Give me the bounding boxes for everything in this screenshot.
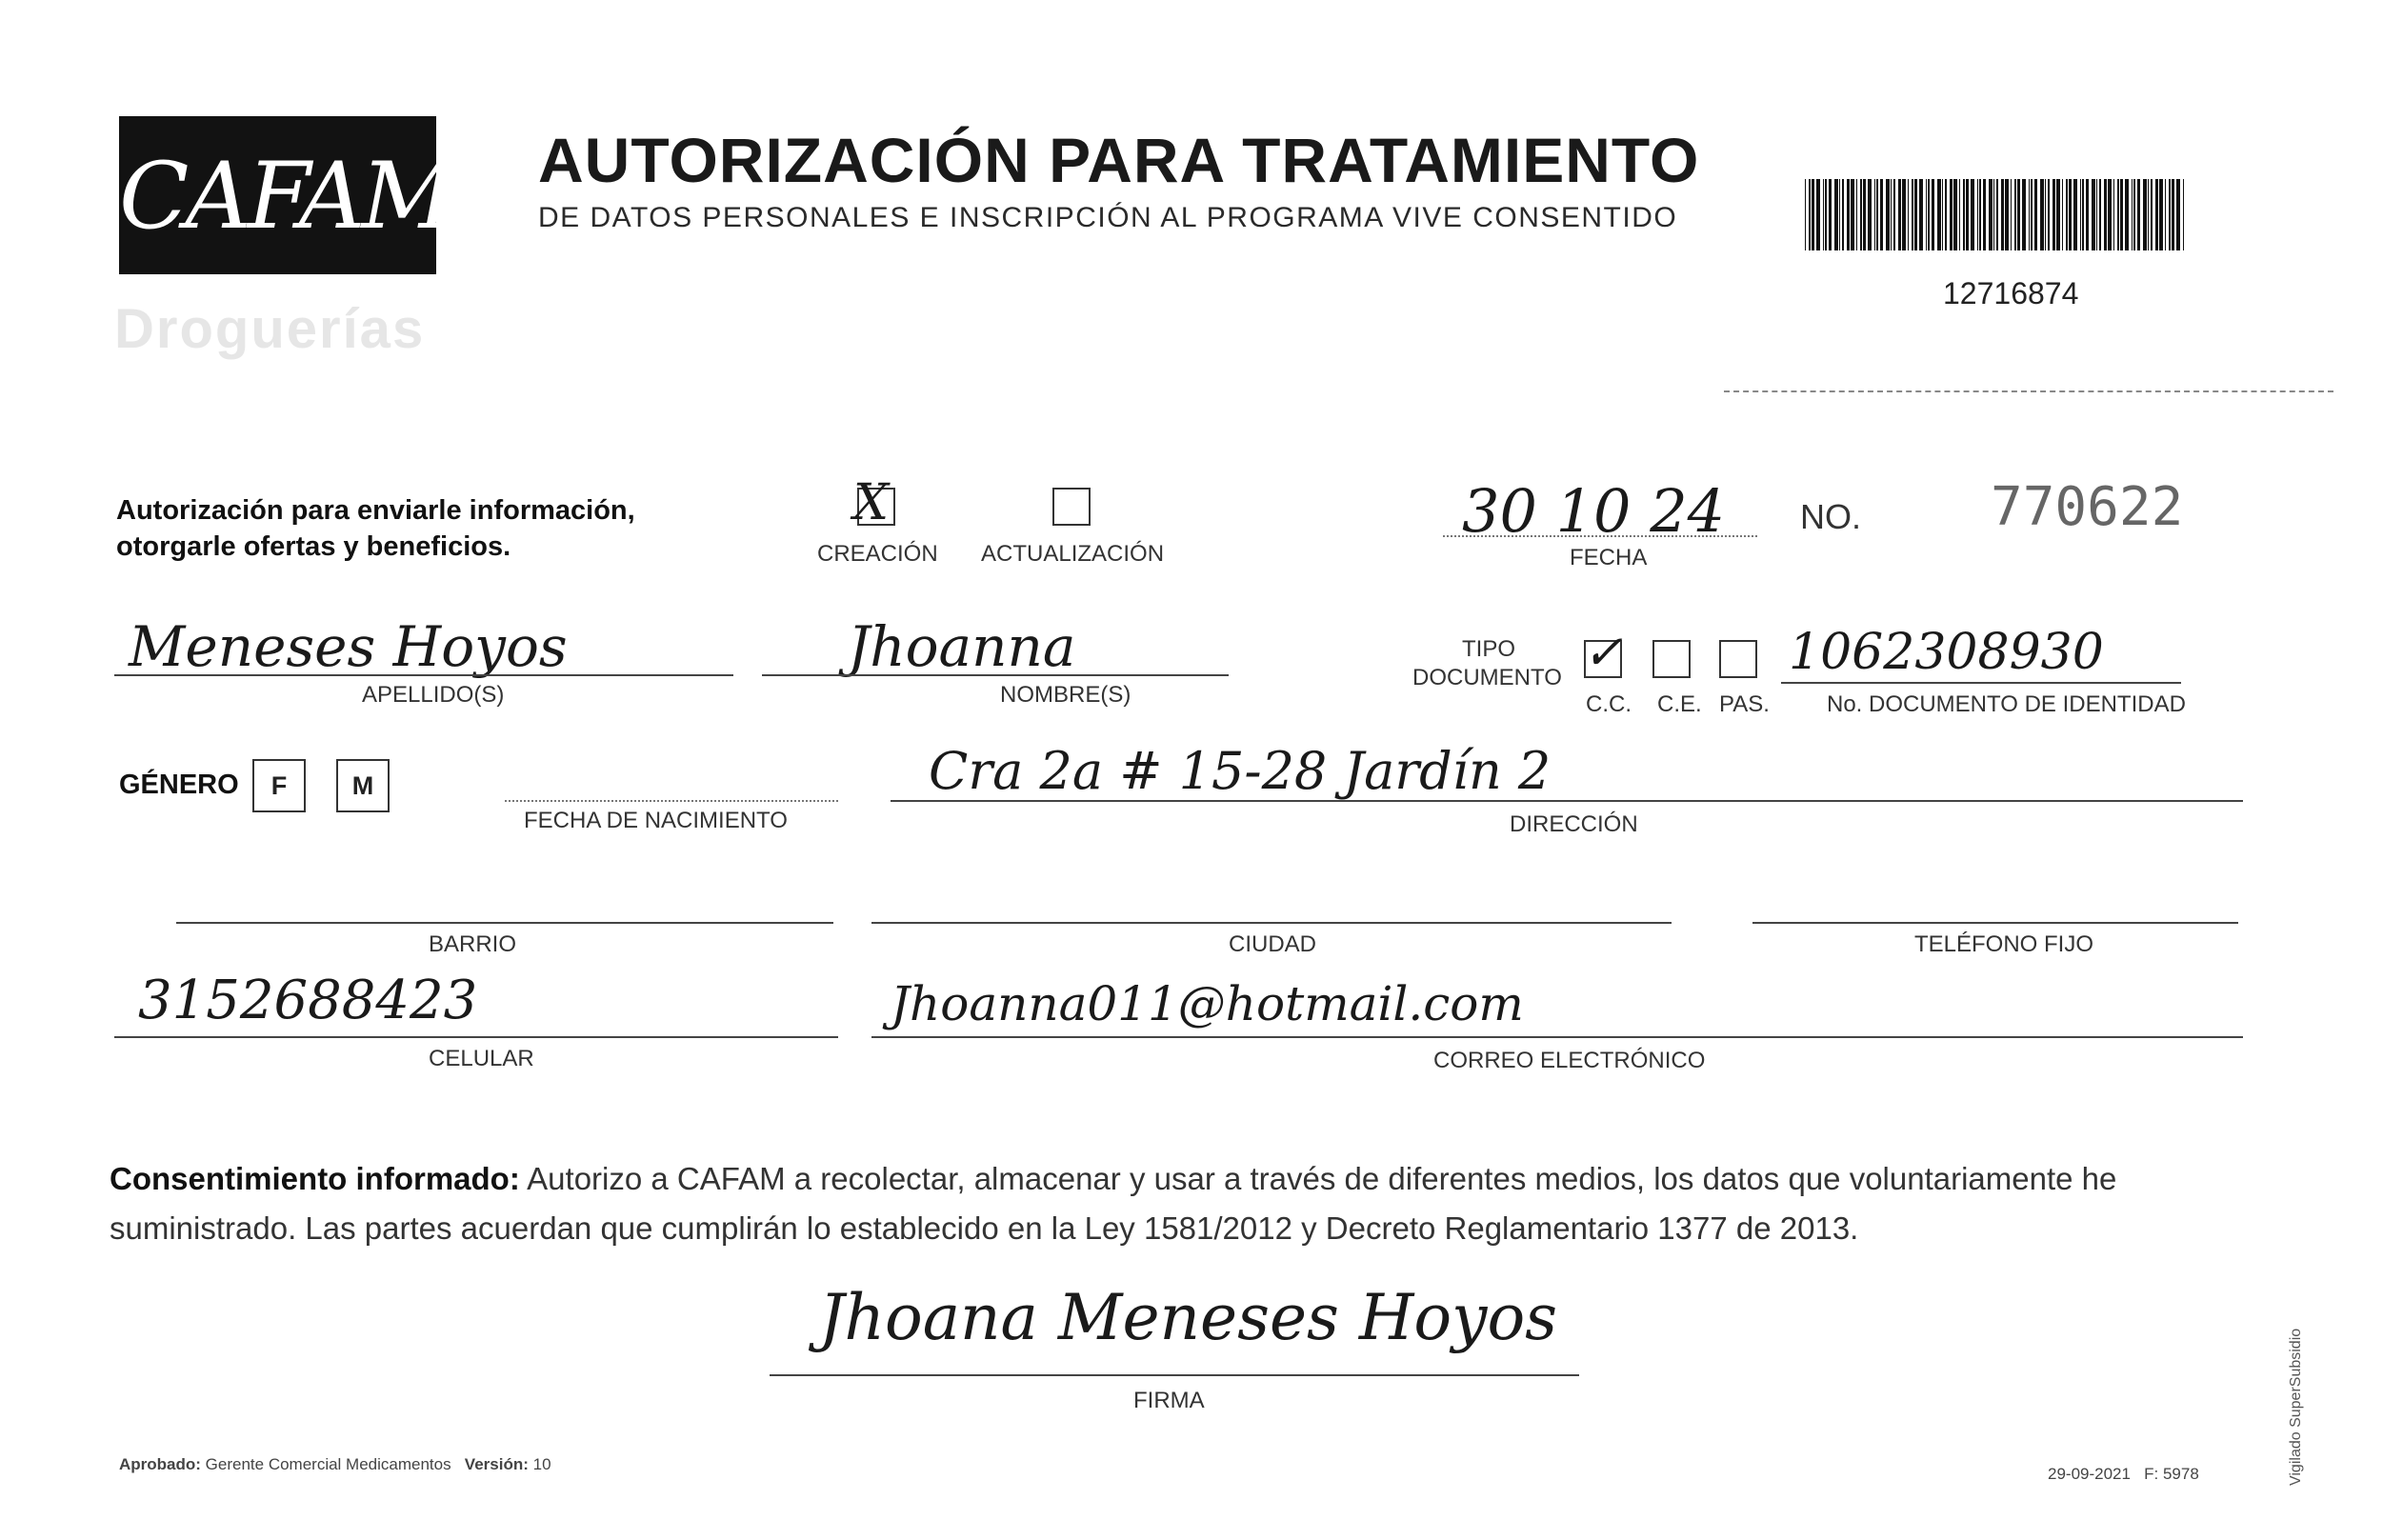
fecha-line <box>1443 535 1757 537</box>
fecha-nac-line <box>505 800 838 802</box>
barcode-bar <box>1928 179 1930 250</box>
barcode-bar <box>1825 179 1827 250</box>
barcode-bar <box>2082 179 2084 250</box>
barcode-bar <box>1874 179 1875 250</box>
barcode-bar <box>1839 179 1840 250</box>
barcode-bar <box>1932 179 1934 250</box>
tipo-label-2: DOCUMENTO <box>1412 665 1562 690</box>
barcode-bar <box>2169 179 2171 250</box>
barcode-bar <box>1919 179 1923 250</box>
documento-label: No. DOCUMENTO DE IDENTIDAD <box>1827 691 2186 717</box>
creacion-mark: X <box>853 474 890 531</box>
barcode-bar <box>2029 179 2030 250</box>
barcode-bar <box>2053 179 2055 250</box>
barcode-bar <box>1876 179 1878 250</box>
barcode-bar <box>1983 179 1986 250</box>
barcode-bar <box>2066 179 2068 250</box>
barcode-bar <box>1977 179 1978 250</box>
telefono-line <box>1752 922 2238 924</box>
barcode-bar <box>1966 179 1969 250</box>
barcode-bar <box>2034 179 2037 250</box>
barcode-bar <box>1912 179 1913 250</box>
celular-value: 3152688423 <box>138 970 478 1031</box>
telefono-label: TELÉFONO FIJO <box>1914 931 2094 957</box>
correo-label: CORREO ELECTRÓNICO <box>1433 1048 1706 1073</box>
barcode-bar <box>1945 179 1947 250</box>
ce-checkbox[interactable] <box>1652 640 1691 678</box>
barcode-bar <box>1963 179 1965 250</box>
apellidos-line <box>114 674 733 676</box>
barcode-bar <box>1809 179 1811 250</box>
barcode-bar <box>2117 179 2119 250</box>
aprobado-value: Gerente Comercial Medicamentos <box>205 1455 451 1473</box>
barcode-bar <box>2155 179 2158 250</box>
barcode-bar <box>2176 179 2180 250</box>
barcode-bar <box>2099 179 2101 250</box>
barcode-bar <box>1868 179 1872 250</box>
barcode-bar <box>1979 179 1981 250</box>
barcode-bar <box>2143 179 2147 250</box>
barcode-bar <box>2148 179 2149 250</box>
barcode-bar <box>2183 179 2184 250</box>
signature-value: Jhoana Meneses Hoyos <box>819 1281 1558 1354</box>
barcode-bar <box>1953 179 1957 250</box>
barcode-bar <box>2092 179 2095 250</box>
ce-label: C.E. <box>1657 691 1702 717</box>
barcode-bar <box>2096 179 2097 250</box>
correo-line <box>871 1036 2243 1038</box>
barcode-bar <box>1842 179 1844 250</box>
barcode-bar <box>1942 179 1943 250</box>
barcode-bar <box>2120 179 2123 250</box>
barcode-bar <box>1816 179 1820 250</box>
barcode-bar <box>2011 179 2012 250</box>
barcode-bar <box>2125 179 2129 250</box>
direccion-value: Cra 2a # 15-28 Jardín 2 <box>929 741 1552 801</box>
ciudad-line <box>871 922 1672 924</box>
ciudad-label: CIUDAD <box>1229 931 1317 957</box>
barcode-bar <box>1891 179 1892 250</box>
barcode-bar <box>2086 179 2089 250</box>
barrio-label: BARRIO <box>429 931 517 957</box>
barcode-bar <box>2045 179 2046 250</box>
barcode-number: 12716874 <box>1943 276 2079 310</box>
barcode-bar <box>2113 179 2114 250</box>
no-value: 770622 <box>1991 476 2184 538</box>
nombres-line <box>762 674 1229 676</box>
documento-line <box>1781 682 2181 684</box>
no-label: NO. <box>1800 497 1862 536</box>
barcode-bar <box>1914 179 1917 250</box>
barcode-bar <box>1823 179 1824 250</box>
barcode-bar <box>2069 179 2072 250</box>
barcode-bar <box>1908 179 1909 250</box>
signature-line <box>770 1374 1579 1376</box>
fecha-value: 30 10 24 <box>1462 476 1726 546</box>
footer-codes <box>2048 1465 2199 1484</box>
signature-label: FIRMA <box>1133 1388 1205 1413</box>
form-title: AUTORIZACIÓN PARA TRATAMIENTO <box>538 125 1700 195</box>
barcode-bar <box>2151 179 2153 250</box>
barcode-bar <box>2172 179 2174 250</box>
actualizacion-label: ACTUALIZACIÓN <box>981 541 1165 567</box>
date-code: 29-09-2021 <box>2048 1465 2131 1483</box>
barcode-bar <box>1926 179 1927 250</box>
nombres-value: Jhoanna <box>848 614 1076 679</box>
barrio-line <box>176 922 833 924</box>
barcode-bar <box>1856 179 1857 250</box>
genero-label: GÉNERO <box>119 770 239 800</box>
barcode-bar <box>1847 179 1850 250</box>
documento-value: 1062308930 <box>1789 624 2104 681</box>
vigilado-vertical-text: Vigilado SuperSubsidio <box>2288 1328 2304 1486</box>
fecha-label: FECHA <box>1570 545 1648 570</box>
logo-text: CAFAM <box>119 143 451 250</box>
separator-dashes <box>1724 390 2333 394</box>
barcode-bar <box>1893 179 1895 250</box>
direccion-line <box>891 800 2243 802</box>
barcode-bar <box>1829 179 1832 250</box>
nombres-label: NOMBRE(S) <box>1000 682 1131 708</box>
barcode-bar <box>2031 179 2033 250</box>
barcode-bar <box>1996 179 1998 250</box>
apellidos-value: Meneses Hoyos <box>129 614 568 679</box>
barcode-bar <box>2056 179 2060 250</box>
creacion-label: CREACIÓN <box>817 541 938 567</box>
barcode-bar <box>1805 179 1806 250</box>
barcode-bar <box>2017 179 2020 250</box>
barcode-bar <box>2080 179 2081 250</box>
barcode-bar <box>2048 179 2050 250</box>
barcode-bar <box>1886 179 1890 250</box>
barcode-bar <box>2132 179 2133 250</box>
barcode-bar <box>2104 179 2107 250</box>
fecha-nac-label: FECHA DE NACIMIENTO <box>524 808 788 833</box>
barcode-bar <box>1863 179 1866 250</box>
barcode-bar <box>1971 179 1974 250</box>
barcode-bar <box>2040 179 2044 250</box>
logo-subtext: Droguerías <box>114 298 426 360</box>
barcode-bar <box>2005 179 2009 250</box>
barcode-bar <box>1898 179 1901 250</box>
barcode-bar <box>2062 179 2063 250</box>
barcode-bar <box>1993 179 1994 250</box>
barcode <box>1805 179 2186 250</box>
version-value: 10 <box>532 1455 551 1473</box>
barcode-bar <box>2108 179 2112 250</box>
intro-line-2: otorgarle ofertas y beneficios. <box>116 531 511 562</box>
barcode-bar <box>2001 179 2004 250</box>
aprobado-label: Aprobado: <box>119 1455 201 1473</box>
genero-f-box[interactable]: F <box>252 759 306 812</box>
pas-label: PAS. <box>1719 691 1770 717</box>
barcode-bar <box>2073 179 2077 250</box>
barcode-bar <box>2014 179 2016 250</box>
celular-line <box>114 1036 838 1038</box>
barcode-bar <box>1959 179 1960 250</box>
direccion-label: DIRECCIÓN <box>1510 811 1638 837</box>
apellidos-label: APELLIDO(S) <box>362 682 505 708</box>
barcode-bar <box>2159 179 2163 250</box>
barcode-bar <box>1812 179 1814 250</box>
pas-checkbox[interactable] <box>1719 640 1757 678</box>
barcode-bar <box>2022 179 2026 250</box>
correo-value: Jhoanna011@hotmail.com <box>891 976 1524 1031</box>
barcode-bar <box>1834 179 1838 250</box>
form-subtitle: DE DATOS PERSONALES E INSCRIPCIÓN AL PROGRAMA VIVE CONSENTIDO <box>538 202 1678 233</box>
barcode-bar <box>1937 179 1941 250</box>
version-label: Versión: <box>464 1455 529 1473</box>
consent-text: Autorizo a CAFAM a recolectar, almacenar y usar a través de diferentes medios, los datos que voluntariamente he suministrado. Las partes acuerdan que cumplirán lo establecido en la Ley 1581/2012 y Decreto Reglamentario 1377 de 2013. <box>110 1161 2117 1246</box>
barcode-bar <box>1851 179 1854 250</box>
genero-m-box[interactable]: M <box>336 759 390 812</box>
actualizacion-checkbox[interactable] <box>1052 488 1091 526</box>
barcode-bar <box>1989 179 1993 250</box>
consent-bold: Consentimiento informado: <box>110 1161 520 1196</box>
cc-mark: ✓ <box>1583 625 1623 680</box>
f-code: F: 5978 <box>2144 1465 2199 1483</box>
celular-label: CELULAR <box>429 1046 534 1071</box>
tipo-label-1: TIPO <box>1462 636 1516 662</box>
barcode-bar <box>2165 179 2166 250</box>
barcode-bar <box>1950 179 1952 250</box>
barcode-bar <box>1902 179 1906 250</box>
cc-label: C.C. <box>1586 691 1632 717</box>
footer-approval <box>119 1455 551 1474</box>
barcode-bar <box>2133 179 2135 250</box>
barcode-bar <box>2137 179 2140 250</box>
barcode-bar <box>1860 179 1862 250</box>
consent-paragraph <box>110 1154 2253 1253</box>
barcode-bar <box>1880 179 1883 250</box>
intro-line-1: Autorización para enviarle información, <box>116 495 635 526</box>
